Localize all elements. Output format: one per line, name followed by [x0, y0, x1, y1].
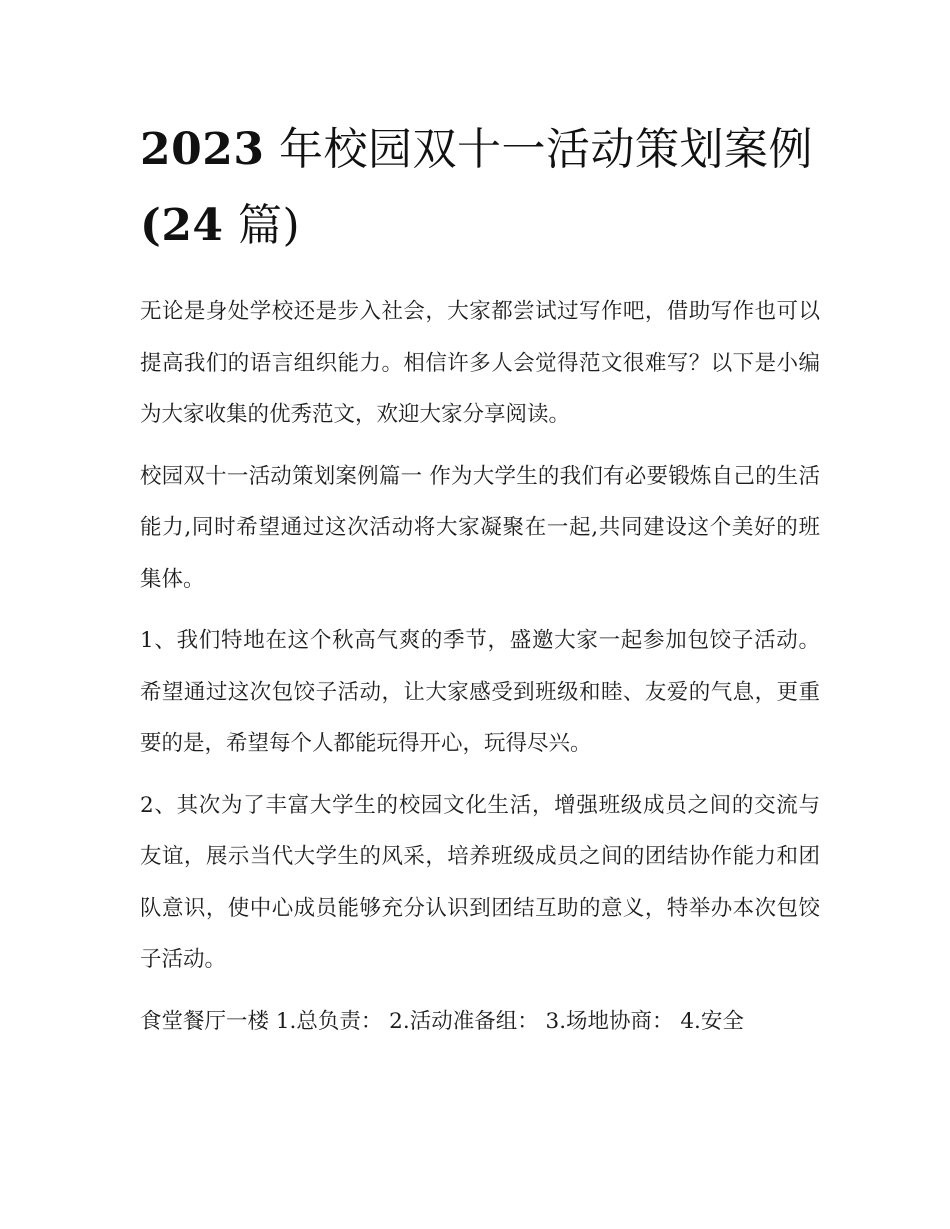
- paragraph-case-one: 校园双十一活动策划案例篇一 作为大学生的我们有必要锻炼自己的生活能力,同时希望通过这次活动将大家凝聚在一起,共同建设这个美好的班集体。: [140, 463, 820, 592]
- title-count: (24: [140, 200, 224, 251]
- title-suffix: 篇): [223, 200, 301, 251]
- document-content: [140, 112, 820, 1047]
- paragraph-point-2: 2、其次为了丰富大学生的校园文化生活，增强班级成员之间的交流与友谊，展示当代大学生的风采，培养班级成员之间的团结协作能力和团队意识，使中心成员能够充分认识到团结互助的意义，特举办本次包饺子活动。: [140, 792, 820, 972]
- title-main: 年校园双十一活动策划案例: [264, 124, 813, 175]
- paragraph-point-1: 1、我们特地在这个秋高气爽的季节，盛邀大家一起参加包饺子活动。希望通过这次包饺子活动，让大家感受到班级和睦、友爱的气息，更重要的是，希望每个人都能玩得开心，玩得尽兴。: [140, 628, 820, 756]
- title-year: 2023: [140, 124, 265, 175]
- document-title: [140, 112, 820, 264]
- paragraph-roles: 食堂餐厅一楼 1.总负责： 2.活动准备组： 3.场地协商： 4.安全: [140, 1008, 744, 1034]
- paragraph-intro: 无论是身处学校还是步入社会，大家都尝试过写作吧，借助写作也可以提高我们的语言组织能力。相信许多人会觉得范文很难写？以下是小编为大家收集的优秀范文，欢迎大家分享阅读。: [140, 299, 820, 427]
